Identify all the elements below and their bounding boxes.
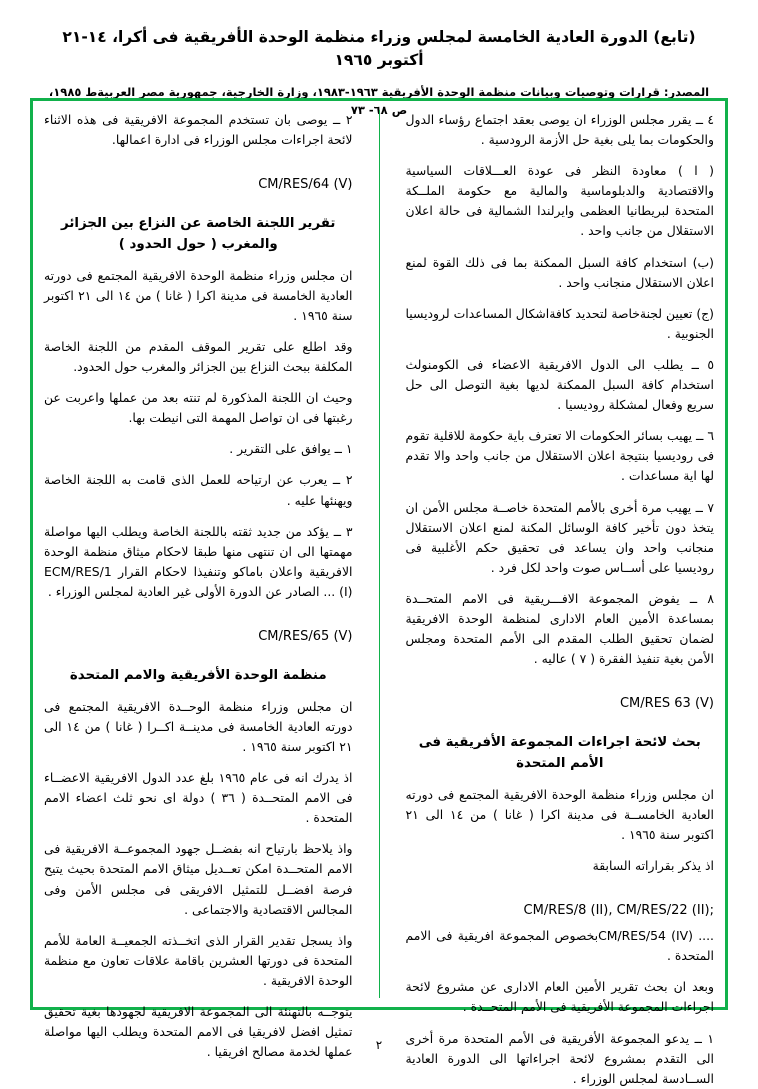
resolution-code: CM/RES/8 (II), CM/RES/22 (II);	[523, 903, 714, 919]
paragraph: ان مجلس وزراء منظمة الوحدة الافريقية المجتمع فى دورته العادية الخامســة فى مدينة اكرا ( غانا ) من ١٤ الى ٢١ اكتوبر سنة ١٩٦٥ .	[405, 786, 714, 842]
column-left	[44, 110, 380, 1060]
paragraph: ٧ ــ يهيب مرة أخرى بالأمم المتحدة خاصــة مجلس الأمن ان يتخذ دون تأخير كافة الوسائل المكنة لمنع اعلان الاستقلال منجانب واحد وان يساعد فى تحقيق حكم الأغلبية فى روديسيا على أســاس صوت واحد لكل فرد .	[405, 499, 714, 575]
paragraph: اذ يدرك انه فى عام ١٩٦٥ بلغ عدد الدول الافريقية الاعضــاء فى الامم المتحــدة ( ٣٦ ) دولة اى نحو ثلث اعضاء الامم المتحدة .	[44, 770, 353, 826]
paragraph: اذ يذكر بقراراته السابقة	[592, 858, 714, 874]
paragraph: يتوجــه بالتهنئة الى المجموعة الافريقية لجهودها بغية تحقيق تمثيل افضل لافريقيا فى الامم المتحدة ويطلب اليها مواصلة عملها لخدمة مصالح افريقيا .	[44, 1004, 353, 1060]
page-number: ٢	[375, 1038, 383, 1052]
paragraph: ( ا ) معاودة النظر فى عودة العـــلاقات السياسية والاقتصادية والدبلوماسية والمالية مع حكومة الملــكة المتحدة لبريطانيا العظمى وايرلندا الشمالية فى حالة اعلان الاستقلال من جانب واحد .	[405, 163, 714, 239]
paragraph: ان مجلس وزراء منظمة الوحــدة الافريقية المجتمع فى دورته العادية الخامسة فى مدينــة اكــرا ( غانا ) من ١٤ الى ٢١ اكتوبر سنة ١٩٦٥ .	[44, 698, 353, 754]
page-title: (تابع) الدورة العادية الخامسة لمجلس وزراء منظمة الوحدة الأفريقية فى أكرا، ١٤-٢١ أكتوبر ١٩٦٥	[62, 28, 696, 70]
paragraph: ١ ــ يدعو المجموعة الأفريقية فى الأمم المتحدة مرة أخرى الى التقدم بمشروع لائحة اجراءاتها الى الدورة العادية الســادسة لمجلس الوزراء .	[405, 1030, 714, 1086]
paragraph: ١ ــ يوافق على التقرير .	[229, 441, 353, 457]
resolution-code-reference: .... CM/RES/54 (IV)بخصوص المجموعة افريقية فى الامم المتحدة .	[405, 928, 714, 964]
paragraph: ان مجلس وزراء منظمة الوحدة الافريقية المجتمع فى دورته العادية الخامسة فى مدينة اكرا ( غانا ) من ١٤ الى ٢١ اكتوبر سنة ١٩٦٥ .	[44, 267, 353, 323]
resolution-code: CM/RES/64 (V)	[258, 177, 353, 193]
paragraph: وحيث ان اللجنة المذكورة لم تنته بعد من عملها واعربت عن رغبتها فى ان تواصل المهمة التى انيطت بها.	[44, 390, 353, 426]
paragraph: واذ يسجل تقدير القرار الذى اتخــذته الجمعيــة العامة للأمم المتحدة فى دورتها العشرين باقامة علاقات تعاون مع منظمة الوحدة الافريقية .	[44, 932, 353, 988]
section-heading: تقرير اللجنة الخاصة عن النزاع بين الجزائر والمغرب ( حول الحدود )	[61, 216, 336, 252]
section-heading: منظمة الوحدة الأفريقية والامم المتحدة	[69, 668, 327, 684]
paragraph: (ب) استخدام كافة السبل الممكنة بما فى ذلك القوة لمنع اعلان الاستقلال منجانب واحد .	[405, 254, 714, 290]
paragraph: وبعد ان بحث تقرير الأمين العام الادارى عن مشروع لائحة اجراءات المجموعة الأفريقية فى الأمم المتحــدة .	[405, 979, 714, 1015]
two-column-body	[44, 110, 714, 1086]
paragraph: وقد اطلع على تقرير الموقف المقدم من اللجنة الخاصة المكلفة ببحث النزاع بين الجزائر والمغرب حول الحدود.	[44, 339, 353, 375]
paragraph: ٥ ــ يطلب الى الدول الافريقية الاعضاء فى الكومنولث استخدام كافة السبل الممكنة لديها بغية التوصل الى حل سريع وفعال لمشكلة روديسيا .	[405, 356, 714, 413]
paragraph: ٢ ــ يوصى بان تستخدم المجموعة الافريقية فى هذه الاثناء لائحة اجراءات مجلس الوزراء فى ادارة اعمالها.	[44, 112, 353, 148]
paragraph: واذ يلاحظ بارتياح انه بفضــل جهود المجموعــة الافريقية فى الامم المتحــدة امكن تعــديل ميثاق الامم المتحدة بحيث يتيح فرصة افضــل للتمثيل الافريقى فى مجلس الأمن وفى المجالس الاقتصادية والاجتماعى .	[44, 841, 353, 917]
column-right	[405, 110, 715, 1086]
resolution-code: CM/RES 63 (V)	[619, 696, 714, 712]
paragraph: ٢ ــ يعرب عن ارتياحه للعمل الذى قامت به اللجنة الخاصة ويهنئها عليه .	[44, 472, 353, 508]
paragraph: ٨ ــ يفوض المجموعة الافـــريقية فى الامم المتحــدة بمساعدة الأمين العام الادارى لمنظمة الوحدة الافريقية لضمان تحقيق الطلب المقدم الى الأمم المتحدة ومجلس الأمن بغية تنفيذ الفقرة ( ٧ ) عاليه .	[405, 590, 714, 667]
paragraph: ٤ ــ يقرر مجلس الوزراء ان يوصى بعقد اجتماع رؤساء الدول والحكومات بما يلى بغية حل الأزمة الرودسية .	[405, 112, 714, 148]
paragraph: (ج) تعيين لجنةخاصة لتحديد كافةاشكال المساعدات لروديسيا الجنوبية .	[405, 305, 714, 341]
paragraph: ٦ ــ يهيب بسائر الحكومات الا تعترف باية حكومة للاقلية تقوم فى روديسيا بنتيجة اعلان الاستقلال من جانب واحد والا تقدم لها اية مساعدات .	[405, 428, 714, 484]
source-line: المصدر: قرارات وتوصيات وبيانات منظمة الوحدة الأفريقية ١٩٦٣-١٩٨٣، وزارة الخارجية، جمهورية مصر العربيةط ١٩٨٥، ص ٦٨- ٧٣	[48, 84, 710, 117]
section-heading: بحث لائحة اجراءات المجموعة الأفريقية فى الأمم المتحدة	[418, 735, 701, 772]
resolution-code: CM/RES/65 (V)	[258, 629, 353, 645]
paragraph: ٣ ــ يؤكد من جديد ثقته باللجنة الخاصة ويطلب اليها مواصلة مهمتها الى ان تنتهى منها طبقا لاحكام ميثاق منظمة الوحدة الافريقية واعلان باماكو وتنفيذا لاحكام القرار ECM/RES/1 (I) ... الصادر عن الدورة الأولى غير العادية لمجلس الوزراء .	[44, 523, 353, 599]
